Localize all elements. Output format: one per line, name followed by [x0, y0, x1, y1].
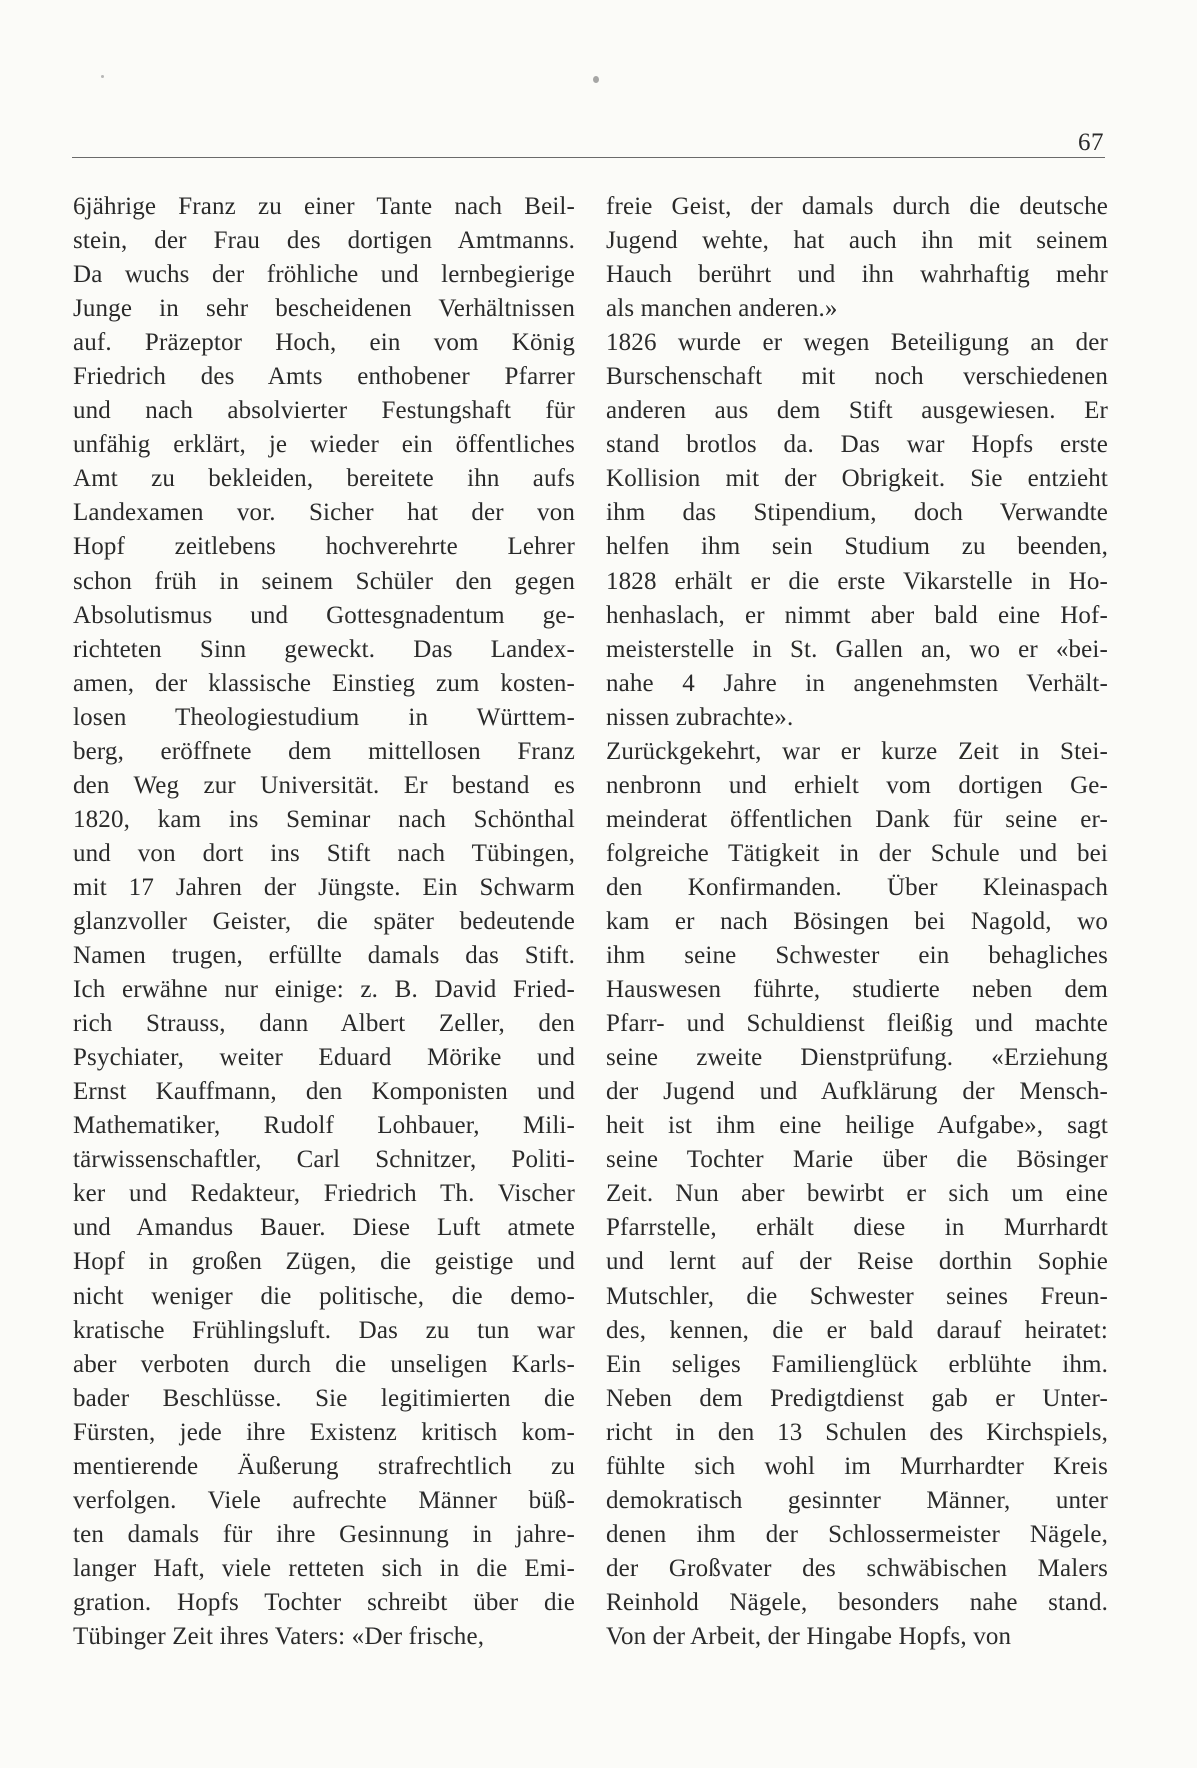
- text-line: Pfarrstelle, erhält diese in Murrhardt: [606, 1214, 1108, 1242]
- text-line: kam er nach Bösingen bei Nagold, wo: [606, 907, 1108, 935]
- text-line: des, kennen, die er bald darauf heiratet:: [606, 1316, 1108, 1344]
- text-line: 1826 wurde er wegen Beteiligung an der: [606, 329, 1108, 357]
- text-line: 1828 erhält er die erste Vikarstelle in Ho-: [606, 567, 1108, 595]
- text-line: rich Strauss, dann Albert Zeller, den: [73, 1010, 575, 1038]
- text-line: Reinhold Nägele, besonders nahe stand.: [606, 1588, 1108, 1616]
- text-line: seine zweite Dienstprüfung. «Erziehung: [606, 1044, 1108, 1072]
- text-line: Zurückgekehrt, war er kurze Zeit in Stei-: [606, 737, 1108, 765]
- text-line: henhaslach, er nimmt aber bald eine Hof-: [606, 601, 1108, 629]
- text-line: ten damals für ihre Gesinnung in jahre-: [73, 1520, 575, 1548]
- text-line: nenbronn und erhielt vom dortigen Ge-: [606, 771, 1108, 799]
- text-line: verfolgen. Viele aufrechte Männer büß-: [73, 1486, 575, 1514]
- text-line: 1820, kam ins Seminar nach Schönthal: [73, 805, 575, 833]
- text-line: schon früh in seinem Schüler den gegen: [73, 567, 575, 595]
- text-line: den Konfirmanden. Über Kleinaspach: [606, 873, 1108, 901]
- text-line: Fürsten, jede ihre Existenz kritisch kom-: [73, 1418, 575, 1446]
- text-line: Namen trugen, erfüllte damals das Stift.: [73, 942, 575, 970]
- text-line: Kollision mit der Obrigkeit. Sie entzieht: [606, 465, 1108, 493]
- text-line: glanzvoller Geister, die später bedeutende: [73, 907, 575, 935]
- text-line: stand brotlos da. Das war Hopfs erste: [606, 431, 1108, 459]
- text-line: gration. Hopfs Tochter schreibt über die: [73, 1588, 575, 1616]
- text-line: Da wuchs der fröhliche und lernbegierige: [73, 261, 575, 289]
- text-line: und nach absolvierter Festungshaft für: [73, 397, 575, 425]
- text-line: ihm seine Schwester ein behagliches: [606, 942, 1108, 970]
- text-line: freie Geist, der damals durch die deutsche: [606, 193, 1108, 220]
- text-line: folgreiche Tätigkeit in der Schule und bei: [606, 839, 1108, 867]
- text-line: denen ihm der Schlossermeister Nägele,: [606, 1520, 1108, 1548]
- text-line: den Weg zur Universität. Er bestand es: [73, 771, 575, 799]
- text-line: Mutschler, die Schwester seines Freun-: [606, 1282, 1108, 1310]
- text-line: demokratisch gesinnter Männer, unter: [606, 1486, 1108, 1514]
- text-line: stein, der Frau des dortigen Amtmanns.: [73, 227, 575, 255]
- text-line: langer Haft, viele retteten sich in die Emi-: [73, 1554, 575, 1582]
- text-line: Ein seliges Familienglück erblühte ihm.: [606, 1350, 1108, 1378]
- text-line: losen Theologiestudium in Württem-: [73, 703, 575, 731]
- text-line: seine Tochter Marie über die Bösinger: [606, 1146, 1108, 1174]
- scan-speck: [593, 76, 599, 83]
- text-line: anderen aus dem Stift ausgewiesen. Er: [606, 397, 1108, 425]
- left-text-column: [73, 190, 575, 1654]
- text-line: Pfarr- und Schuldienst fleißig und machte: [606, 1010, 1108, 1038]
- text-line: 6jährige Franz zu einer Tante nach Beil-: [73, 193, 575, 220]
- text-line: fühlte sich wohl im Murrhardter Kreis: [606, 1452, 1108, 1480]
- text-line: Hopf in großen Zügen, die geistige und: [73, 1248, 575, 1276]
- text-line: Hopf zeitlebens hochverehrte Lehrer: [73, 533, 575, 561]
- text-line: nahe 4 Jahre in angenehmsten Verhält-: [606, 669, 1108, 697]
- text-line: Burschenschaft mit noch verschiedenen: [606, 363, 1108, 391]
- text-line: nissen zubrachte».: [606, 703, 794, 731]
- text-line: meinderat öffentlichen Dank für seine er-: [606, 805, 1108, 833]
- text-line: unfähig erklärt, je wieder ein öffentliches: [73, 431, 575, 459]
- text-line: Jugend wehte, hat auch ihn mit seinem: [606, 227, 1108, 255]
- text-line: der Jugend und Aufklärung der Mensch-: [606, 1078, 1108, 1106]
- text-line: tärwissenschaftler, Carl Schnitzer, Politi-: [73, 1146, 575, 1174]
- text-line: Absolutismus und Gottesgnadentum ge-: [73, 601, 575, 629]
- text-line: helfen ihm sein Studium zu beenden,: [606, 533, 1108, 561]
- text-line: Tübinger Zeit ihres Vaters: «Der frische,: [73, 1622, 485, 1650]
- text-line: nicht weniger die politische, die demo-: [73, 1282, 575, 1310]
- text-line: mentierende Äußerung strafrechtlich zu: [73, 1452, 575, 1480]
- text-line: auf. Präzeptor Hoch, ein vom König: [73, 329, 575, 357]
- text-line: richt in den 13 Schulen des Kirchspiels,: [606, 1418, 1108, 1446]
- text-line: der Großvater des schwäbischen Malers: [606, 1554, 1108, 1582]
- text-line: Neben dem Predigtdienst gab er Unter-: [606, 1384, 1108, 1412]
- text-line: als manchen anderen.»: [606, 295, 838, 323]
- text-line: richteten Sinn geweckt. Das Landex-: [73, 635, 575, 663]
- text-line: und lernt auf der Reise dorthin Sophie: [606, 1248, 1108, 1276]
- header-rule: [72, 157, 1105, 158]
- text-line: Von der Arbeit, der Hingabe Hopfs, von: [606, 1622, 1012, 1650]
- text-line: Hauswesen führte, studierte neben dem: [606, 976, 1108, 1004]
- page-number: 67: [1078, 129, 1104, 156]
- text-line: Friedrich des Amts enthobener Pfarrer: [73, 363, 575, 391]
- text-line: meisterstelle in St. Gallen an, wo er «bei-: [606, 635, 1108, 663]
- text-line: und Amandus Bauer. Diese Luft atmete: [73, 1214, 575, 1242]
- text-line: Mathematiker, Rudolf Lohbauer, Mili-: [73, 1112, 575, 1140]
- text-line: Psychiater, weiter Eduard Mörike und: [73, 1044, 575, 1072]
- text-line: Ich erwähne nur einige: z. B. David Fried-: [73, 976, 575, 1004]
- text-line: Landexamen vor. Sicher hat der von: [73, 499, 575, 527]
- text-line: bader Beschlüsse. Sie legitimierten die: [73, 1384, 575, 1412]
- right-text-column: [606, 190, 1108, 1654]
- text-line: heit ist ihm eine heilige Aufgabe», sagt: [606, 1112, 1108, 1140]
- text-line: Ernst Kauffmann, den Komponisten und: [73, 1078, 575, 1106]
- text-line: amen, der klassische Einstieg zum kosten-: [73, 669, 575, 697]
- text-line: Zeit. Nun aber bewirbt er sich um eine: [606, 1180, 1108, 1208]
- text-line: Amt zu bekleiden, bereitete ihn aufs: [73, 465, 575, 493]
- text-line: und von dort ins Stift nach Tübingen,: [73, 839, 575, 867]
- text-line: mit 17 Jahren der Jüngste. Ein Schwarm: [73, 873, 575, 901]
- text-line: Hauch berührt und ihn wahrhaftig mehr: [606, 261, 1108, 289]
- text-line: Junge in sehr bescheidenen Verhältnissen: [73, 295, 575, 323]
- text-line: ker und Redakteur, Friedrich Th. Vischer: [73, 1180, 575, 1208]
- text-line: berg, eröffnete dem mittellosen Franz: [73, 737, 575, 765]
- text-line: ihm das Stipendium, doch Verwandte: [606, 499, 1108, 527]
- text-line: aber verboten durch die unseligen Karls-: [73, 1350, 575, 1378]
- scan-speck: [101, 75, 104, 78]
- text-line: kratische Frühlingsluft. Das zu tun war: [73, 1316, 575, 1344]
